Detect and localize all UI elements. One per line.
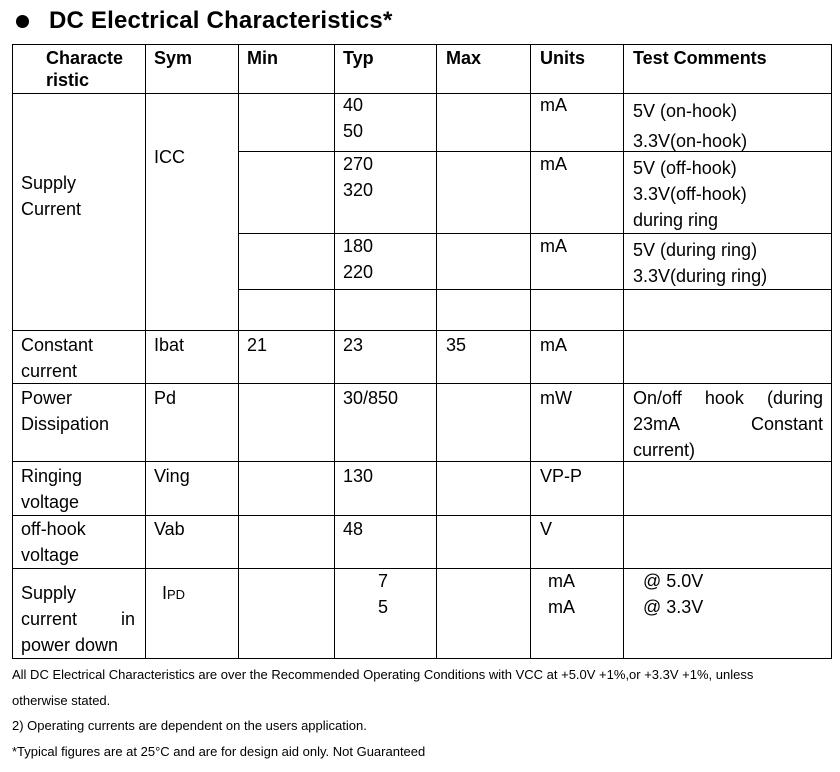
table-rule (12, 44, 832, 45)
powerdown-sym-main: I (162, 583, 168, 603)
supply-current-sym: ICC (154, 147, 185, 167)
powerdown-label: Supply current in power down (21, 583, 135, 655)
constant-current-min: 21 (247, 335, 268, 355)
table-rule (530, 44, 531, 659)
page-title: DC Electrical Characteristics* (49, 7, 393, 34)
header-sym: Sym (154, 48, 193, 68)
icc-typ-ring: 180 220 (343, 236, 374, 282)
power-dissipation-comment: On/off hook (during 23mA Constant current) (633, 388, 823, 460)
powerdown-sym (162, 580, 185, 608)
table-rule (334, 44, 335, 659)
icc-typ-offhook: 270 320 (343, 154, 374, 200)
powerdown-sym-sub: PD (167, 587, 186, 602)
offhook-voltage-units: V (540, 519, 553, 539)
constant-current-typ: 23 (343, 335, 364, 355)
supply-current-label: Supply Current (21, 173, 82, 219)
constant-current-sym: Ibat (154, 335, 185, 355)
icc-typ-onhook: 40 50 (343, 95, 364, 141)
footnote-typical-figures: *Typical figures are at 25°C and are for design aid only. Not Guaranteed (12, 743, 426, 759)
offhook-voltage-typ: 48 (343, 519, 364, 539)
header-typ: Typ (343, 48, 374, 68)
footnote-conditions: All DC Electrical Characteristics are over the Recommended Operating Conditions with VCC at +5.0V +1%,or +3.3V +1%, unless (12, 667, 754, 682)
section-heading (14, 4, 393, 38)
header-units: Units (540, 48, 585, 68)
footnote-conditions-cont: otherwise stated. (12, 692, 111, 708)
table-rule (831, 44, 832, 659)
header-test-comments: Test Comments (633, 48, 767, 68)
icc-comment-ring: 5V (during ring) 3.3V(during ring) (633, 240, 768, 286)
table-rule (12, 44, 13, 659)
offhook-voltage-sym: Vab (154, 519, 185, 539)
power-dissipation-sym: Pd (154, 388, 177, 408)
footnotes (12, 662, 753, 764)
power-dissipation-typ: 30/850 (343, 388, 399, 408)
header-min: Min (247, 48, 278, 68)
icc-units-ring: mA (540, 236, 567, 256)
table-rule (436, 44, 437, 659)
bullet-icon (16, 15, 29, 28)
icc-units-offhook: mA (540, 154, 567, 174)
icc-units-onhook: mA (540, 95, 567, 115)
header-characteristic: Characte ristic (46, 48, 124, 90)
table-rule (12, 658, 832, 659)
powerdown-typ: 7 5 (378, 571, 389, 617)
table-rule (145, 44, 146, 659)
powerdown-comment: @ 5.0V @ 3.3V (643, 571, 704, 617)
table-rule (12, 515, 832, 516)
footnote-operating-currents: 2) Operating currents are dependent on the users application. (12, 718, 367, 733)
table-rule (12, 568, 832, 569)
table-rule (238, 44, 239, 659)
ringing-voltage-units: VP-P (540, 466, 583, 486)
constant-current-units: mA (540, 335, 567, 355)
table-rule (238, 233, 832, 234)
powerdown-units: mA mA (548, 571, 575, 617)
ringing-voltage-typ: 130 (343, 466, 374, 486)
icc-comment-offhook: 5V (off-hook) 3.3V(off-hook) during ring (633, 158, 747, 230)
power-dissipation-label: Power Dissipation (21, 388, 110, 434)
power-dissipation-units: mW (540, 388, 572, 408)
constant-current-label: Constant current (21, 335, 94, 381)
table-rule (238, 289, 832, 290)
table-rule (12, 93, 832, 94)
offhook-voltage-label: off-hook voltage (21, 519, 86, 565)
dc-characteristics-table (12, 44, 832, 659)
header-max: Max (446, 48, 482, 68)
ringing-voltage-label: Ringing voltage (21, 466, 83, 512)
table-rule (12, 330, 832, 331)
icc-comment-onhook: 5V (on-hook) 3.3V(on-hook) (633, 101, 748, 151)
constant-current-max: 35 (446, 335, 467, 355)
table-rule (12, 383, 832, 384)
table-rule (623, 44, 624, 659)
ringing-voltage-sym: Ving (154, 466, 190, 486)
